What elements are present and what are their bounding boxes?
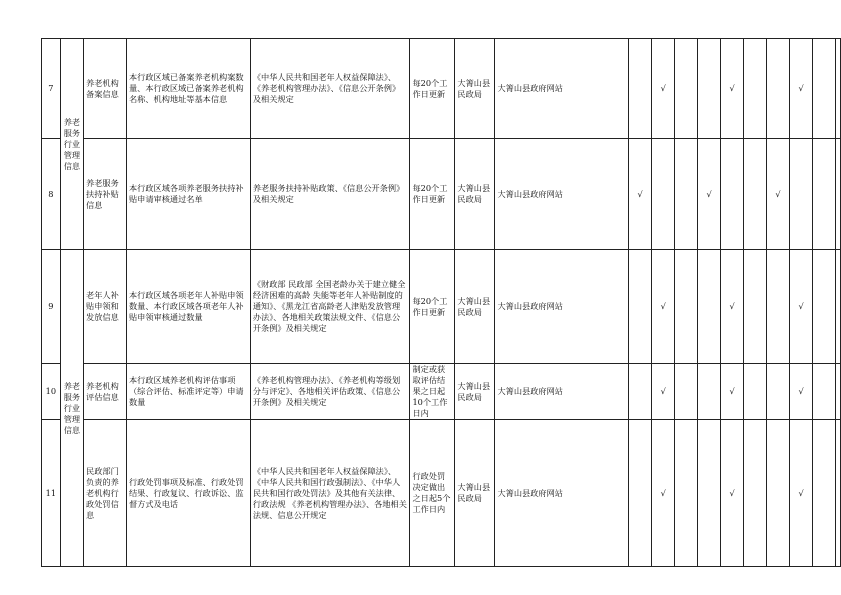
- check-mark-cell: [675, 420, 698, 567]
- legal-basis: 《中华人民共和国老年人权益保障法》、《养老机构管理办法》、《信息公开条例》及相关规定: [250, 39, 410, 139]
- item-content: 本行政区域各项养老服务扶持补贴申请审核通过名单: [126, 139, 250, 250]
- responsible-org: 大箐山县民政局: [455, 250, 495, 364]
- publish-channel: 大箐山县政府网站: [495, 39, 629, 139]
- check-mark-cell: √: [629, 139, 652, 250]
- table-row: [42, 364, 841, 420]
- check-mark-cell: √: [721, 250, 744, 364]
- row-number: 9: [42, 250, 61, 364]
- row-number: 8: [42, 139, 61, 250]
- disclosure-time: 行政处罚决定做出之日起5个工作日内: [410, 420, 455, 567]
- responsible-org: 大箐山县民政局: [455, 364, 495, 420]
- check-mark-cell: [629, 250, 652, 364]
- table-row: [42, 139, 841, 250]
- disclosure-table: [41, 38, 841, 567]
- disclosure-time: 每20个工作日更新: [410, 39, 455, 139]
- check-mark-cell: √: [652, 364, 675, 420]
- check-mark-cell: [744, 250, 767, 364]
- disclosure-time: 每20个工作日更新: [410, 139, 455, 250]
- check-mark-cell: [629, 420, 652, 567]
- check-mark-cell: [744, 364, 767, 420]
- check-mark-cell: [836, 139, 841, 250]
- item-name: 养老机构备案信息: [84, 39, 127, 139]
- check-mark-cell: √: [790, 420, 813, 567]
- check-mark-cell: √: [721, 420, 744, 567]
- item-content: 本行政区域养老机构评估事项（综合评估、标准评定等）申请数量: [126, 364, 250, 420]
- check-mark-cell: √: [790, 364, 813, 420]
- check-mark-cell: [766, 39, 789, 139]
- check-mark-cell: [744, 420, 767, 567]
- check-mark-cell: [675, 139, 698, 250]
- check-mark-cell: √: [766, 139, 789, 250]
- legal-basis: 《养老机构管理办法》、《养老机构等级划分与评定》、各地相关评估政策、《信息公开条例》及相关规定: [250, 364, 410, 420]
- row-number: 10: [42, 364, 61, 420]
- table-row: [42, 420, 841, 567]
- check-mark-cell: [766, 364, 789, 420]
- legal-basis: 《财政部 民政部 全国老龄办关于建立健全经济困难的高龄 失能等老年人补贴制度的通知》、《黑龙江省高龄老人津贴发放管理办法》、各地相关政策法规文件、《信息公开条例》及相关规定: [250, 250, 410, 364]
- check-mark-cell: [698, 250, 721, 364]
- check-mark-cell: [766, 250, 789, 364]
- publish-channel: 大箐山县政府网站: [495, 420, 629, 567]
- check-mark-cell: [744, 139, 767, 250]
- category-cell: 养老服务行业管理信息: [60, 250, 83, 567]
- check-mark-cell: [836, 250, 841, 364]
- publish-channel: 大箐山县政府网站: [495, 250, 629, 364]
- check-mark-cell: [698, 420, 721, 567]
- check-mark-cell: √: [721, 364, 744, 420]
- check-mark-cell: [675, 250, 698, 364]
- check-mark-cell: √: [721, 39, 744, 139]
- check-mark-cell: [629, 364, 652, 420]
- check-mark-cell: [813, 139, 836, 250]
- check-mark-cell: [721, 139, 744, 250]
- disclosure-time: 制定或获取评估结果之日起10个工作日内: [410, 364, 455, 420]
- table-row: [42, 39, 841, 139]
- check-mark-cell: [813, 420, 836, 567]
- item-name: 民政部门负责的养老机构行政处罚信息: [84, 420, 127, 567]
- category-cell: 养老服务行业管理信息: [60, 39, 83, 250]
- item-name: 养老机构评估信息: [84, 364, 127, 420]
- check-mark-cell: [744, 39, 767, 139]
- item-content: 本行政区域各项老年人补贴申领数量、本行政区域各项老年人补贴申领审核通过数量: [126, 250, 250, 364]
- check-mark-cell: √: [652, 39, 675, 139]
- row-number: 11: [42, 420, 61, 567]
- disclosure-time: 每20个工作日更新: [410, 250, 455, 364]
- check-mark-cell: √: [652, 250, 675, 364]
- check-mark-cell: [675, 39, 698, 139]
- item-content: 本行政区域已备案养老机构案数量、本行政区域已备案养老机构名称、机构地址等基本信息: [126, 39, 250, 139]
- check-mark-cell: [813, 364, 836, 420]
- check-mark-cell: [675, 364, 698, 420]
- table-body: [42, 39, 841, 567]
- table-row: [42, 250, 841, 364]
- check-mark-cell: [629, 39, 652, 139]
- publish-channel: 大箐山县政府网站: [495, 364, 629, 420]
- legal-basis: 养老服务扶持补贴政策、《信息公开条例》及相关规定: [250, 139, 410, 250]
- check-mark-cell: [813, 39, 836, 139]
- check-mark-cell: √: [790, 250, 813, 364]
- check-mark-cell: [836, 420, 841, 567]
- check-mark-cell: [652, 139, 675, 250]
- check-mark-cell: √: [790, 39, 813, 139]
- check-mark-cell: √: [698, 139, 721, 250]
- responsible-org: 大箐山县民政局: [455, 39, 495, 139]
- row-number: 7: [42, 39, 61, 139]
- check-mark-cell: [790, 139, 813, 250]
- item-name: 老年人补贴申领和发放信息: [84, 250, 127, 364]
- check-mark-cell: [698, 364, 721, 420]
- item-content: 行政处罚事项及标准、行政处罚结果、行政复议、行政诉讼、监督方式及电话: [126, 420, 250, 567]
- check-mark-cell: [836, 39, 841, 139]
- check-mark-cell: [766, 420, 789, 567]
- responsible-org: 大箐山县民政局: [455, 139, 495, 250]
- publish-channel: 大箐山县政府网站: [495, 139, 629, 250]
- responsible-org: 大箐山县民政局: [455, 420, 495, 567]
- check-mark-cell: √: [652, 420, 675, 567]
- check-mark-cell: [836, 364, 841, 420]
- legal-basis: 《中华人民共和国老年人权益保障法》、《中华人民共和国行政强制法》、《中华人民共和国行政处罚法》及其他有关法律、行政法规 《养老机构管理办法》、各地相关法规、信息公开规定: [250, 420, 410, 567]
- check-mark-cell: [698, 39, 721, 139]
- item-name: 养老服务扶持补贴信息: [84, 139, 127, 250]
- check-mark-cell: [813, 250, 836, 364]
